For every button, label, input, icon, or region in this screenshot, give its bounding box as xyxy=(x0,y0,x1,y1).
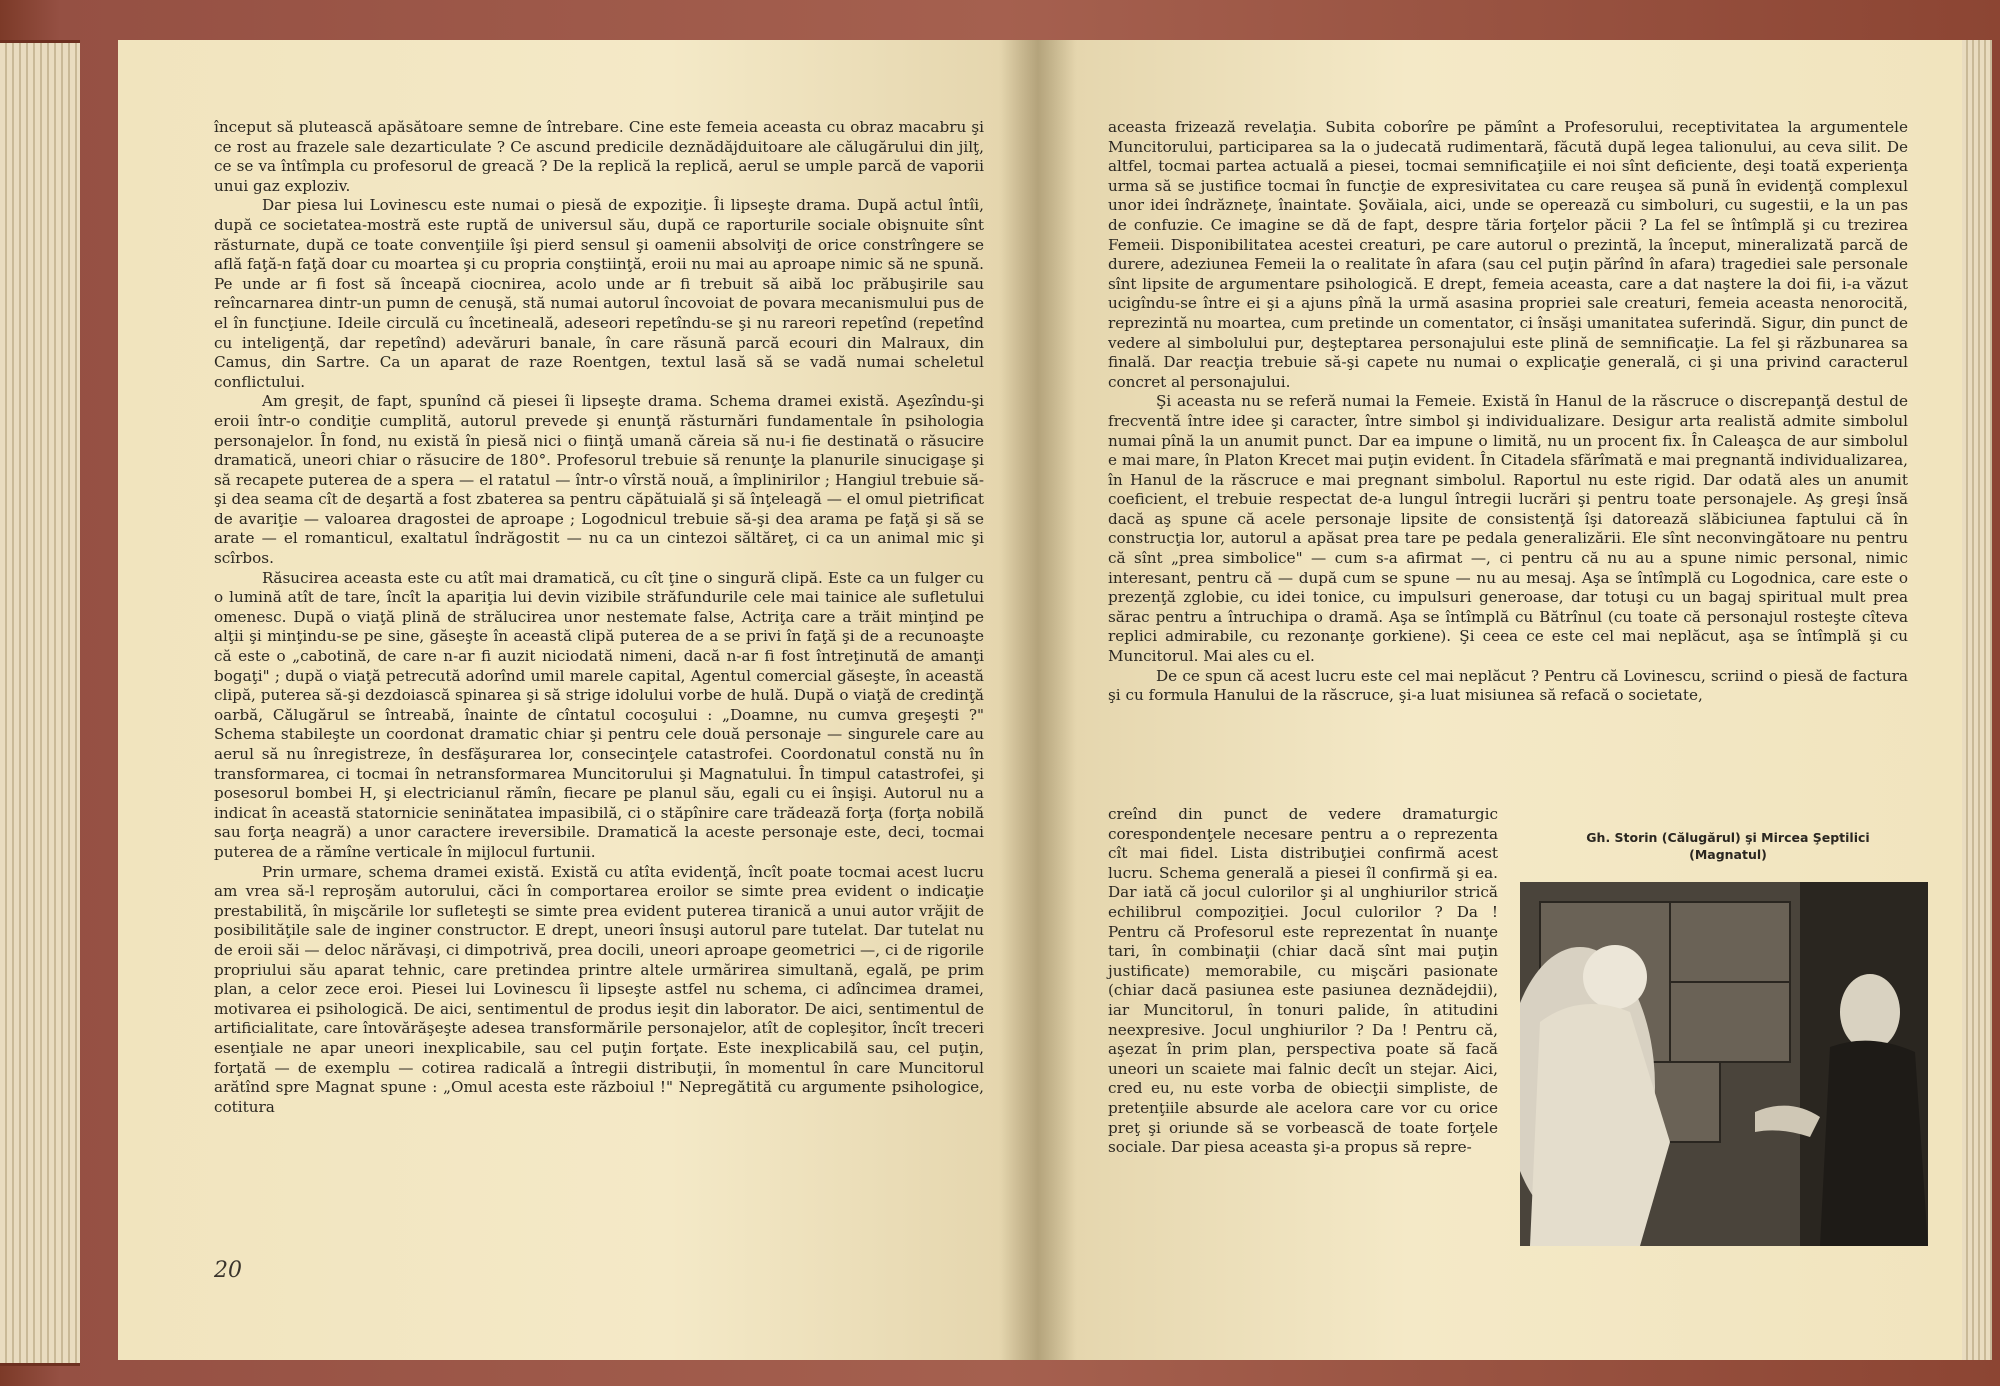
right-page xyxy=(1038,40,1962,1360)
paragraph: creînd din punct de vedere dramaturgic corespondenţele necesare pentru a o reprezenta cît mai fidel. Lista distribuţiei confirmă acest lucru. Schema generală a piesei îl confirmă şi ea. Dar iată că jocul culorilor şi al unghiurilor strică echilibrul compoziţiei. Jocul culorilor ? Da ! Pentru că Profesorul este reprezentat în nuanţe tari, în combinaţii (chiar dacă sînt mai puţin justificate) memorabile, cu mişcări pasionate (chiar dacă pasiunea este pasiunea deznădejdii), iar Muncitorul, în tonuri palide, în atitudini neexpresive. Jocul unghiurilor ? Da ! Pentru că, aşezat în prim plan, perspectiva poate să facă uneori un scaiete mai falnic decît un stejar. Aici, cred eu, nu este vorba de obiecţii simpliste, de pretenţiile absurde ale acelora care vor cu orice preţ şi oriunde să se vorbească de toate forţele sociale. Dar piesa aceasta şi-a propus să repre- xyxy=(1108,805,1498,1157)
left-page xyxy=(118,40,1038,1360)
paragraph: De ce spun că acest lucru este cel mai neplăcut ? Pentru că Lovinescu, scriind o piesă de factura şi cu formula Hanului de la răscruce, şi-a luat misiunea să refacă o societate, xyxy=(1108,666,1908,705)
stage-photo xyxy=(1520,882,1928,1246)
paragraph: Dar piesa lui Lovinescu este numai o piesă de expoziţie. Îi lipseşte drama. După actul întîi, după ce societatea-mostră este ruptă de universul său, după ce raporturile sociale obişnuite sînt răsturnate, după ce toate convenţiile îşi pierd sensul şi oamenii absolviţi de orice constrîngere se află faţă-n faţă doar cu moartea şi cu propria conştiinţă, eroii nu mai au aproape nimic să ne spună. Pe unde ar fi fost să înceapă ciocnirea, acolo unde ar fi trebuit să aibă loc prăbuşirile sau reîncarnarea dintr-un pumn de cenuşă, stă numai autorul încovoiat de povara mecanismului pus de el în funcţiune. Ideile circulă cu încetineală, adeseori repetîndu-se şi nu rareori repetînd (repetînd cu inteligenţă, dar repetînd) adevăruri banale, în care răsună parcă ecouri din Malraux, din Camus, din Sartre. Ca un aparat de raze Roentgen, textul lasă să se vadă numai scheletul conflictului. xyxy=(214,196,984,391)
page-stack-right xyxy=(1962,40,1992,1360)
photo-caption-line: (Magnatul) xyxy=(1689,847,1767,862)
paragraph: Prin urmare, schema dramei există. Există cu atîta evidenţă, încît poate tocmai acest lucru am vrea să-l reproşăm autorului, căci în comportarea eroilor se simte prea evident o indicaţie prestabilită, în mişcările lor sufleteşti se simte prea evident puterea tiranică a unui autor vrăjit de posibilităţile sale de inginer constructor. E drept, uneori însuşi autorul pare tutelat. Dar tutelat nu de eroii săi — deloc nărăvaşi, ci dimpotrivă, prea docili, uneori aproape geometrici —, ci de rigorile propriului său aparat tehnic, care pretindea printre altele urmărirea simultană, egală, pe prim plan, a celor zece eroi. Piesei lui Lovinescu îi lipseşte astfel nu schema, ci adîncimea dramei, motivarea ei psihologică. De aici, sentimentul de produs ieşit din laborator. De aici, sentimentul de artificialitate, care întovărăşeşte adesea transformările personajelor, atît de copleşitor, încît treceri esenţiale ne apar uneori inexplicabile, sau cel puţin forţate. Este inexplicabilă sau, cel puţin, forţată — de exemplu — cotirea radicală a întregii distribuţii, în momentul în care Muncitorul arătînd spre Magnat spune : „Omul acesta este războiul !" Nepregătită cu argumente psihologice, cotitura xyxy=(214,862,984,1116)
paragraph: început să plutească apăsătoare semne de întrebare. Cine este femeia aceasta cu obraz macabru şi ce rost au frazele sale dezarticulate ? Ce ascund predicile deznădăjduitoare ale călugărului din jilţ, ce se va întîmpla cu profesorul de greacă ? De la replică la replică, aerul se umple parcă de vaporii unui gaz exploziv. xyxy=(214,118,984,195)
right-page-text-narrow xyxy=(1108,805,1498,1158)
paragraph: Am greşit, de fapt, spunînd că piesei îi lipseşte drama. Schema dramei există. Aşezîndu-şi eroii într-o condiţie cumplită, autorul prevede şi enunţă răsturnări fundamentale în psihologia personajelor. În fond, nu există în piesă nici o fiinţă umană căreia să nu-i fie destinată o răsucire dramatică, uneori chiar o răsucire de 180°. Profesorul trebuie să renunţe la planurile sinucigaşe şi să recapete puterea de a spera — el ratatul — într-o vîrstă nouă, a împlinirilor ; Hangiul trebuie să-şi dea seama cît de deşartă a fost zbaterea sa pentru căpătuială şi să înţeleagă — el omul pietrificat de avariţie — valoarea dragostei de aproape ; Logodnicul trebuie să-şi dea arama pe faţă şi să se arate — el romanticul, exaltatul îndrăgostit — nu ca un cintezoi săltăreţ, ci ca un animal mic şi scîrbos. xyxy=(214,392,984,568)
photo-caption-line: Gh. Storin (Călugărul) şi Mircea Şeptilici xyxy=(1586,830,1870,845)
paragraph: Răsucirea aceasta este cu atît mai dramatică, cu cît ţine o singură clipă. Este ca un fulger cu o lumină atît de tare, încît la apariţia lui devin vizibile străfundurile cele mai tainice ale sufletului omenesc. După o viaţă plină de strălucirea unor nestemate false, Actriţa care a trăit minţind pe alţii şi minţindu-se pe sine, găseşte în această clipă puterea de a se privi în faţă şi de a recunoaşte că este o „cabotină, de care n-ar fi auzit niciodată nimeni, dacă n-ar fi fost întreţinută de amanţi bogaţi" ; după o viaţă petrecută adorînd umil marele capital, Agentul comercial găseşte, în această clipă, puterea să-şi dezdoiască spinarea şi să strige idolului vorbe de hulă. După o viaţă de credinţă oarbă, Călugărul se întreabă, înainte de cîntatul cocoşului : „Doamne, nu cumva greşeşti ?" Schema stabileşte un coordonat dramatic chiar şi pentru cele două personaje — singurele care au aerul să nu înregistreze, în desfăşurarea lor, consecinţele catastrofei. Coordonatul constă nu în transformarea, ci tocmai în netransformarea Muncitorului şi Magnatului. În timpul catastrofei, şi posesorul bombei H, şi electricianul rămîn, fiecare pe planul său, egali cu ei înşişi. Autorul nu a indicat în această statornicie seninătatea impasibilă, ci o stăpînire care trădează forţa (forţa nobilă sau forţa neagră) a unor caractere ireversibile. Dramatică la aceste personaje este, deci, tocmai puterea de a rămîne verticale în mijlocul furtunii. xyxy=(214,568,984,861)
page-stack-left xyxy=(0,40,80,1366)
left-page-text xyxy=(214,118,984,1117)
photo-caption xyxy=(1528,829,1928,863)
paragraph: Şi aceasta nu se referă numai la Femeie. Există în Hanul de la răscruce o discrepanţă destul de frecventă între idee şi caracter, între simbol şi individualizare. Desigur arta realistă admite simbolul numai pînă la un anumit punct. Dar ea impune o limită, nu un procent fix. În Caleaşca de aur simbolul e mai mare, în Platon Krecet mai puţin evident. În Citadela sfărîmată e mai pregnantă individualizarea, în Hanul de la răscruce e mai pregnant simbolul. Raportul nu este rigid. Dar odată ales un anumit coeficient, el trebuie respectat de-a lungul întregii lucrări şi pentru toate personajele. Aş greşi însă dacă aş spune că acele personaje lipsite de consistenţă îşi datorează slăbiciunea faptului că în construcţia lor, autorul a apăsat prea tare pe pedala generalizării. Ele sînt neconvingătoare nu pentru că sînt „prea simbolice" — cum s-a afirmat —, ci pentru că nu au a spune nimic personal, nimic interesant, pentru că — după cum se spune — nu au mesaj. Aşa se întîmplă cu Logodnica, care este o prezenţă zglobie, cu idei tonice, cu impulsuri generoase, dar totuşi cu un bagaj spiritual mult prea sărac pentru a întruchipa o dramă. Aşa se întîmplă cu Bătrînul (cu toate că personajul rosteşte cîteva replici admirabile, cu rezonanţe gorkiene). Şi ceea ce este cel mai neplăcut, aşa se întîmplă şi cu Muncitorul. Mai ales cu el. xyxy=(1108,392,1908,666)
page-number: 20 xyxy=(214,1258,242,1283)
right-page-text xyxy=(1108,118,1908,706)
paragraph: aceasta frizează revelaţia. Subita coborîre pe pămînt a Profesorului, receptivitatea la argumentele Muncitorului, participarea sa la o judecată rudimentară, făcută după legea talionului, au ceva silit. De altfel, tocmai partea actuală a piesei, tocmai semnificaţiile ei noi sînt deficiente, deşi toată experienţa urma să se justifice tocmai în funcţie de expresivitatea cu care reuşea să pună în evidenţă complexul unor idei îndrăzneţe, înaintate. Şovăiala, aici, unde se operează cu simboluri, cu sugestii, e la un pas de confuzie. Ce imagine se dă de fapt, despre tăria forţelor păcii ? La fel se întîmplă şi cu trezirea Femeii. Disponibilitatea acestei creaturi, pe care autorul o prezintă, la început, mineralizată parcă de durere, adeziunea Femeii la o realitate în afara (sau cel puţin părînd în afara) tragediei sale personale sînt lipsite de argumentare psihologică. E drept, femeia aceasta, care a dat naştere la doi fii, i-a văzut ucigîndu-se între ei şi a ajuns pînă la urmă asasina propriei sale creaturi, femeia aceasta nenorocită, reprezintă nu moartea, cum pretinde un comentator, ci însăşi umanitatea suferindă. Sigur, din punct de vedere al simbolului pur, deşteptarea personajului este plină de semnificaţie. La fel şi răzbunarea sa finală. Dar reacţia trebuie să-şi capete nu numai o explicaţie generală, ci şi una privind caracterul concret al personajului. xyxy=(1108,118,1908,391)
